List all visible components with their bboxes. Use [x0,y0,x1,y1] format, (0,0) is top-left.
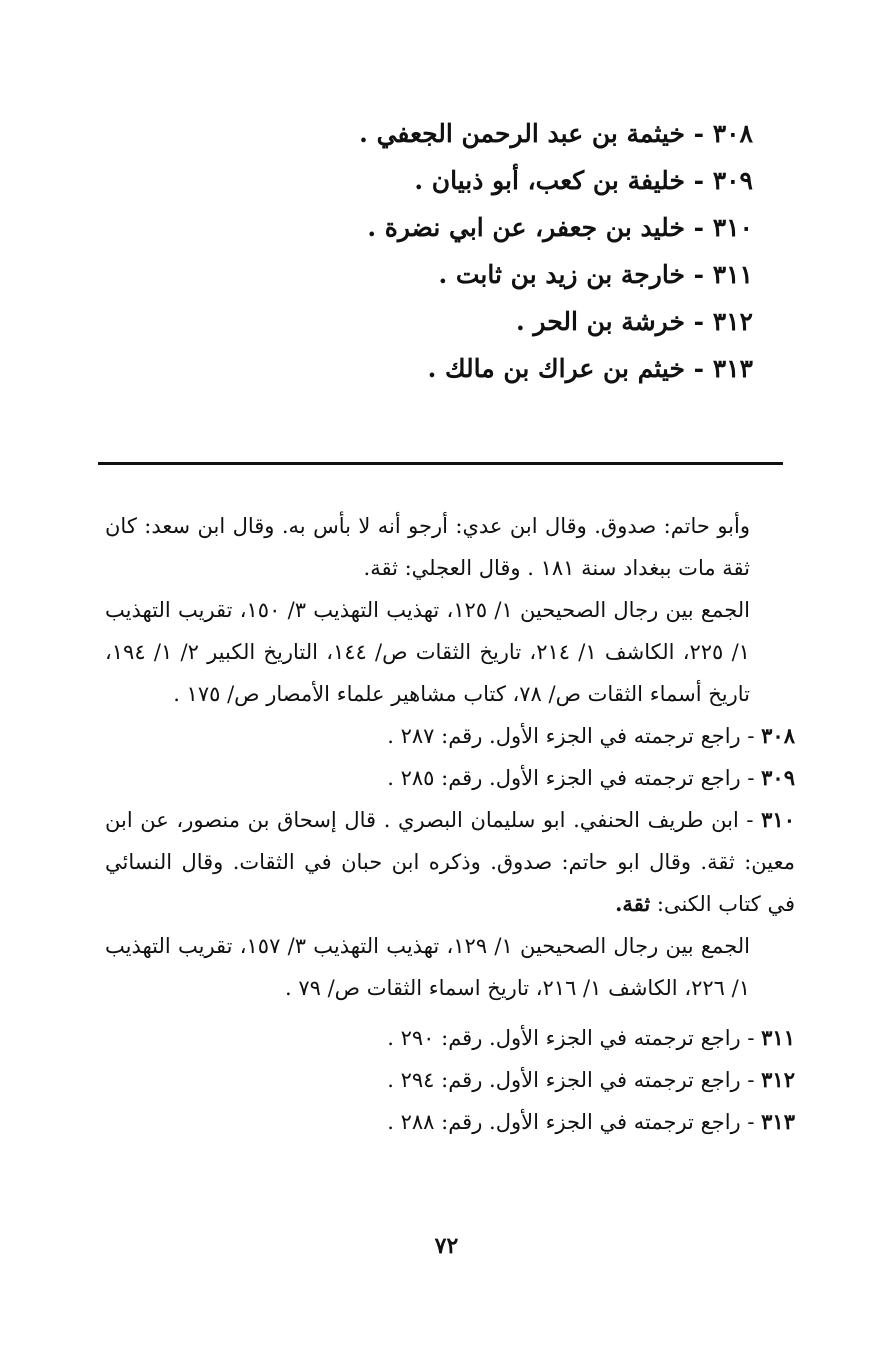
entry-309: ٣٠٩ - خليفة بن كعب، أبو ذبيان . [414,166,753,195]
footnote-313: ٣١٣ - راجع ترجمته في الجزء الأول. رقم: ٢٨٨ . [387,1109,795,1134]
entry-308: ٣٠٨ - خيثمة بن عبد الرحمن الجعفي . [359,119,753,148]
footnote-312: ٣١٢ - راجع ترجمته في الجزء الأول. رقم: ٢٩٤ . [387,1067,795,1092]
footnotes [105,505,795,1143]
entry-number: ٣٠٩ [712,166,753,195]
footnote-text: راجع ترجمته في الجزء الأول. رقم: ٢٩٠ . [387,1026,741,1050]
footnote-divider [98,462,783,465]
footnote-text: راجع ترجمته في الجزء الأول. رقم: ٢٨٨ . [387,1110,741,1134]
footnote-number: ٣١١ [761,1025,795,1050]
footnote-number: ٣١٠ [761,807,795,832]
footnote-311: ٣١١ - راجع ترجمته في الجزء الأول. رقم: ٢٩٠ . [387,1025,795,1050]
entry-list [333,110,753,392]
entry-310: ٣١٠ - خليد بن جعفر، عن ابي نضرة . [367,213,753,242]
entry-text: خارجة بن زيد بن ثابت . [438,260,685,289]
entry-text: خيثم بن عراك بن مالك . [427,354,685,383]
footnote-number: ٣١٢ [761,1067,795,1092]
footnote-310-sources: الجمع بين رجال الصحيحين ١/ ١٢٩، تهذيب التهذيب ٣/ ١٥٧، تقريب التهذيب ١/ ٢٢٦، الكاشف ١/ ٢١٦، تاريخ اسماء الثقات ص/ ٧٩ . [105,934,750,1000]
footnote-310: ٣١٠ - ابن طريف الحنفي. ابو سليمان البصري . قال إسحاق بن منصور، عن ابن معين: ثقة. وقال ابو حاتم: صدوق. وذكره ابن حبان في الثقات. وقال النسائي في كتاب الكنى: ثقة. [105,807,795,916]
entry-text: خليد بن جعفر، عن ابي نضرة . [367,213,685,242]
footnote-number: ٣٠٨ [761,723,795,748]
entry-number: ٣١٢ [712,307,753,336]
footnote-309: ٣٠٩ - راجع ترجمته في الجزء الأول. رقم: ٢٨٥ . [387,765,795,790]
entry-text: خيثمة بن عبد الرحمن الجعفي . [359,119,685,148]
footnote-text: راجع ترجمته في الجزء الأول. رقم: ٢٨٥ . [387,766,741,790]
footnote-text: راجع ترجمته في الجزء الأول. رقم: ٢٨٧ . [387,724,741,748]
entry-number: ٣١٣ [712,354,753,383]
entry-text: خليفة بن كعب، أبو ذبيان . [414,166,685,195]
entry-text: خرشة بن الحر . [516,307,685,336]
footnote-sources: الجمع بين رجال الصحيحين ١/ ١٢٥، تهذيب التهذيب ٣/ ١٥٠، تقريب التهذيب ١/ ٢٢٥، الكاشف ١/ ٢١٤، تاريخ الثقات ص/ ١٤٤، التاريخ الكبير ٢/ ١/ ١٩٤، تاريخ أسماء الثقات ص/ ٧٨، كتاب مشاهير علماء الأمصار ص/ ١٧٥ . [105,598,750,706]
entry-number: ٣١٠ [712,213,753,242]
entry-number: ٣٠٨ [712,119,753,148]
footnote-308: ٣٠٨ - راجع ترجمته في الجزء الأول. رقم: ٢٨٧ . [387,723,795,748]
entry-313: ٣١٣ - خيثم بن عراك بن مالك . [427,354,753,383]
footnote-text: راجع ترجمته في الجزء الأول. رقم: ٢٩٤ . [387,1068,741,1092]
entry-number: ٣١١ [712,260,753,289]
entry-312: ٣١٢ - خرشة بن الحر . [516,307,753,336]
footnote-continuation: وأبو حاتم: صدوق. وقال ابن عدي: أرجو أنه لا بأس به. وقال ابن سعد: كان ثقة مات ببغداد سنة ١٨١ . وقال العجلي: ثقة. [105,514,750,580]
footnote-text: ابن طريف الحنفي. ابو سليمان البصري . قال إسحاق بن منصور، عن ابن معين: ثقة. وقال ابو حاتم: صدوق. وذكره ابن حبان في الثقات. وقال النسائي في كتاب الكنى: [105,808,795,916]
entry-311: ٣١١ - خارجة بن زيد بن ثابت . [438,260,753,289]
footnote-text-bold: ثقة. [615,891,651,916]
footnote-number: ٣١٣ [761,1109,795,1134]
spacer [105,1009,795,1017]
footnote-number: ٣٠٩ [761,765,795,790]
page-number: ٧٢ [434,1233,459,1259]
